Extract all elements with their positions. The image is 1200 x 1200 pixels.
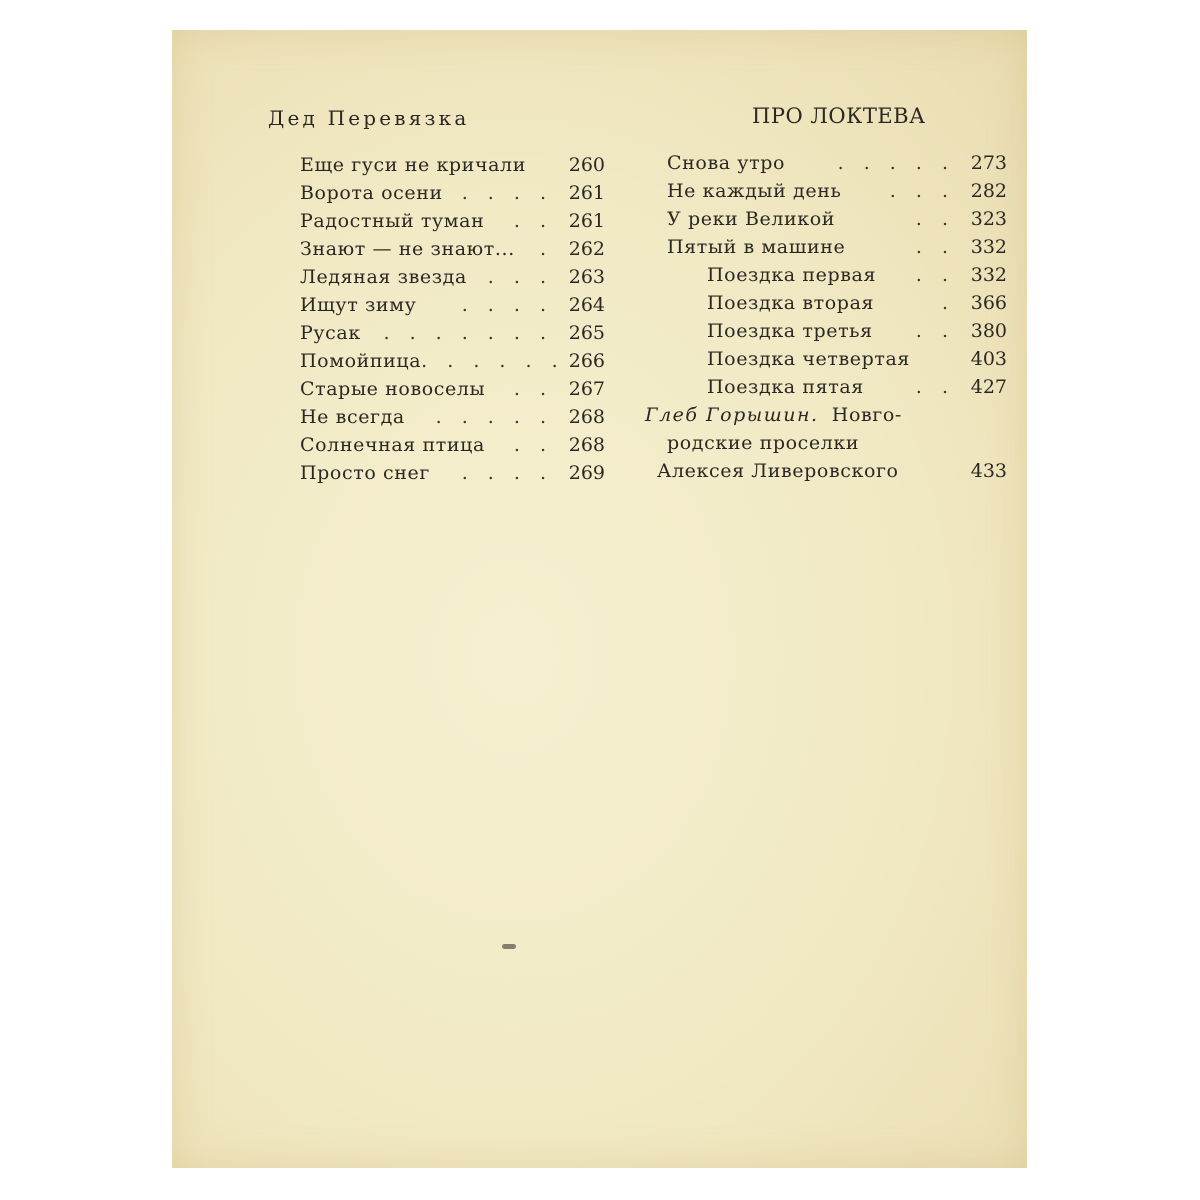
toc-entry (300, 378, 605, 406)
toc-entry-page: 323 (970, 208, 1007, 230)
leader-dots: . . . . . . (421, 350, 565, 372)
toc-list-right (645, 152, 1007, 488)
toc-entry-page: 261 (568, 210, 605, 232)
toc-entry (300, 294, 605, 322)
author-name: Глеб Горышин. (645, 404, 819, 426)
toc-entry-page: 269 (568, 462, 605, 484)
toc-entry-page: 403 (970, 348, 1007, 370)
leader-dots: . . . . . . . (383, 322, 553, 344)
toc-entry-title-part: Алексея Ливеровского (657, 460, 899, 482)
toc-entry-title: Поездка пятая (707, 376, 864, 398)
toc-list-left (300, 154, 605, 490)
leader-dots: . . (915, 208, 955, 230)
toc-entry-title: Старые новоселы (300, 378, 486, 400)
toc-entry-title: Знают — не знают... (300, 238, 515, 260)
leader-dots: . . (915, 264, 955, 286)
toc-entry-title: Поездка четвертая (707, 348, 911, 370)
toc-entry-title: Помойпица (300, 350, 422, 372)
toc-entry-page: 266 (568, 350, 605, 372)
leader-dots: . . . (487, 266, 553, 288)
toc-entry-title: Снова утро (667, 152, 785, 174)
toc-entry-title: У реки Великой (667, 208, 836, 230)
toc-subentry (667, 376, 1007, 404)
toc-entry-title: Не каждый день (667, 180, 842, 202)
leader-dots: . . . . (461, 462, 553, 484)
toc-entry-page: 262 (568, 238, 605, 260)
toc-entry (667, 152, 1007, 180)
toc-entry (667, 236, 1007, 264)
toc-entry (300, 350, 605, 378)
toc-entry (300, 322, 605, 350)
toc-entry-title: Русак (300, 322, 361, 344)
leader-dots: . . . . (461, 294, 553, 316)
toc-entry-title: Пятый в машине (667, 236, 846, 258)
toc-entry (300, 266, 605, 294)
toc-subentry (667, 264, 1007, 292)
toc-entry (300, 238, 605, 266)
toc-subentry (667, 292, 1007, 320)
toc-entry-page: 273 (970, 152, 1007, 174)
toc-entry (300, 154, 605, 182)
toc-entry-page: 265 (568, 322, 605, 344)
toc-entry-title: Поездка первая (707, 264, 877, 286)
toc-entry-page: 263 (568, 266, 605, 288)
leader-dots: . . (513, 378, 553, 400)
toc-final-entry-line3 (657, 460, 1007, 488)
toc-entry (300, 182, 605, 210)
toc-entry-page: 268 (568, 406, 605, 428)
toc-entry (300, 406, 605, 434)
toc-entry-page: 380 (970, 320, 1007, 342)
toc-entry-page: 332 (970, 236, 1007, 258)
toc-entry-title: Просто снег (300, 462, 430, 484)
toc-entry-page: 264 (568, 294, 605, 316)
section-heading-left: Дед Перевязка (268, 106, 470, 130)
toc-entry-title: Ледяная звезда (300, 266, 467, 288)
leader-dots: . . (915, 236, 955, 258)
toc-entry-page: 427 (970, 376, 1007, 398)
toc-entry-page: 282 (970, 180, 1007, 202)
toc-entry-page: 261 (568, 182, 605, 204)
toc-entry (667, 208, 1007, 236)
toc-entry-title: Ищут зиму (300, 294, 417, 316)
toc-entry-page: 260 (568, 154, 605, 176)
toc-entry (300, 434, 605, 462)
toc-entry-title: Солнечная птица (300, 434, 485, 456)
toc-entry-title: Еще гуси не кричали (300, 154, 526, 176)
toc-entry-title-part: Новго- (831, 404, 902, 426)
toc-final-entry-line2 (667, 432, 1007, 460)
leader-dots: . . (513, 434, 553, 456)
leader-dots: . (941, 292, 955, 314)
toc-entry-page: 366 (970, 292, 1007, 314)
paper-speck (502, 944, 516, 949)
toc-final-entry-line1 (645, 404, 1007, 432)
leader-dots: . . . . . (837, 152, 955, 174)
leader-dots: . . (915, 376, 955, 398)
toc-subentry (667, 348, 1007, 376)
leader-dots: . . (915, 320, 955, 342)
toc-entry-title: Радостный туман (300, 210, 485, 232)
toc-subentry (667, 320, 1007, 348)
leader-dots: . . . . . (435, 406, 553, 428)
toc-entry-title: Поездка вторая (707, 292, 875, 314)
toc-entry-title: Поездка третья (707, 320, 873, 342)
toc-entry-page: 332 (970, 264, 1007, 286)
leader-dots: . (539, 238, 553, 260)
book-page (172, 30, 1027, 1168)
leader-dots: . . . . (461, 182, 553, 204)
toc-entry (300, 210, 605, 238)
toc-entry (300, 462, 605, 490)
toc-entry-title: Не всегда (300, 406, 405, 428)
leader-dots: . . (513, 210, 553, 232)
toc-entry-page: 268 (568, 434, 605, 456)
toc-entry-title-part: родские проселки (667, 432, 860, 454)
toc-entry-page: 433 (970, 460, 1007, 482)
leader-dots: . . . (889, 180, 955, 202)
section-heading-right: ПРО ЛОКТЕВА (752, 104, 926, 128)
toc-entry (667, 180, 1007, 208)
toc-entry-page: 267 (568, 378, 605, 400)
toc-entry-title: Ворота осени (300, 182, 443, 204)
